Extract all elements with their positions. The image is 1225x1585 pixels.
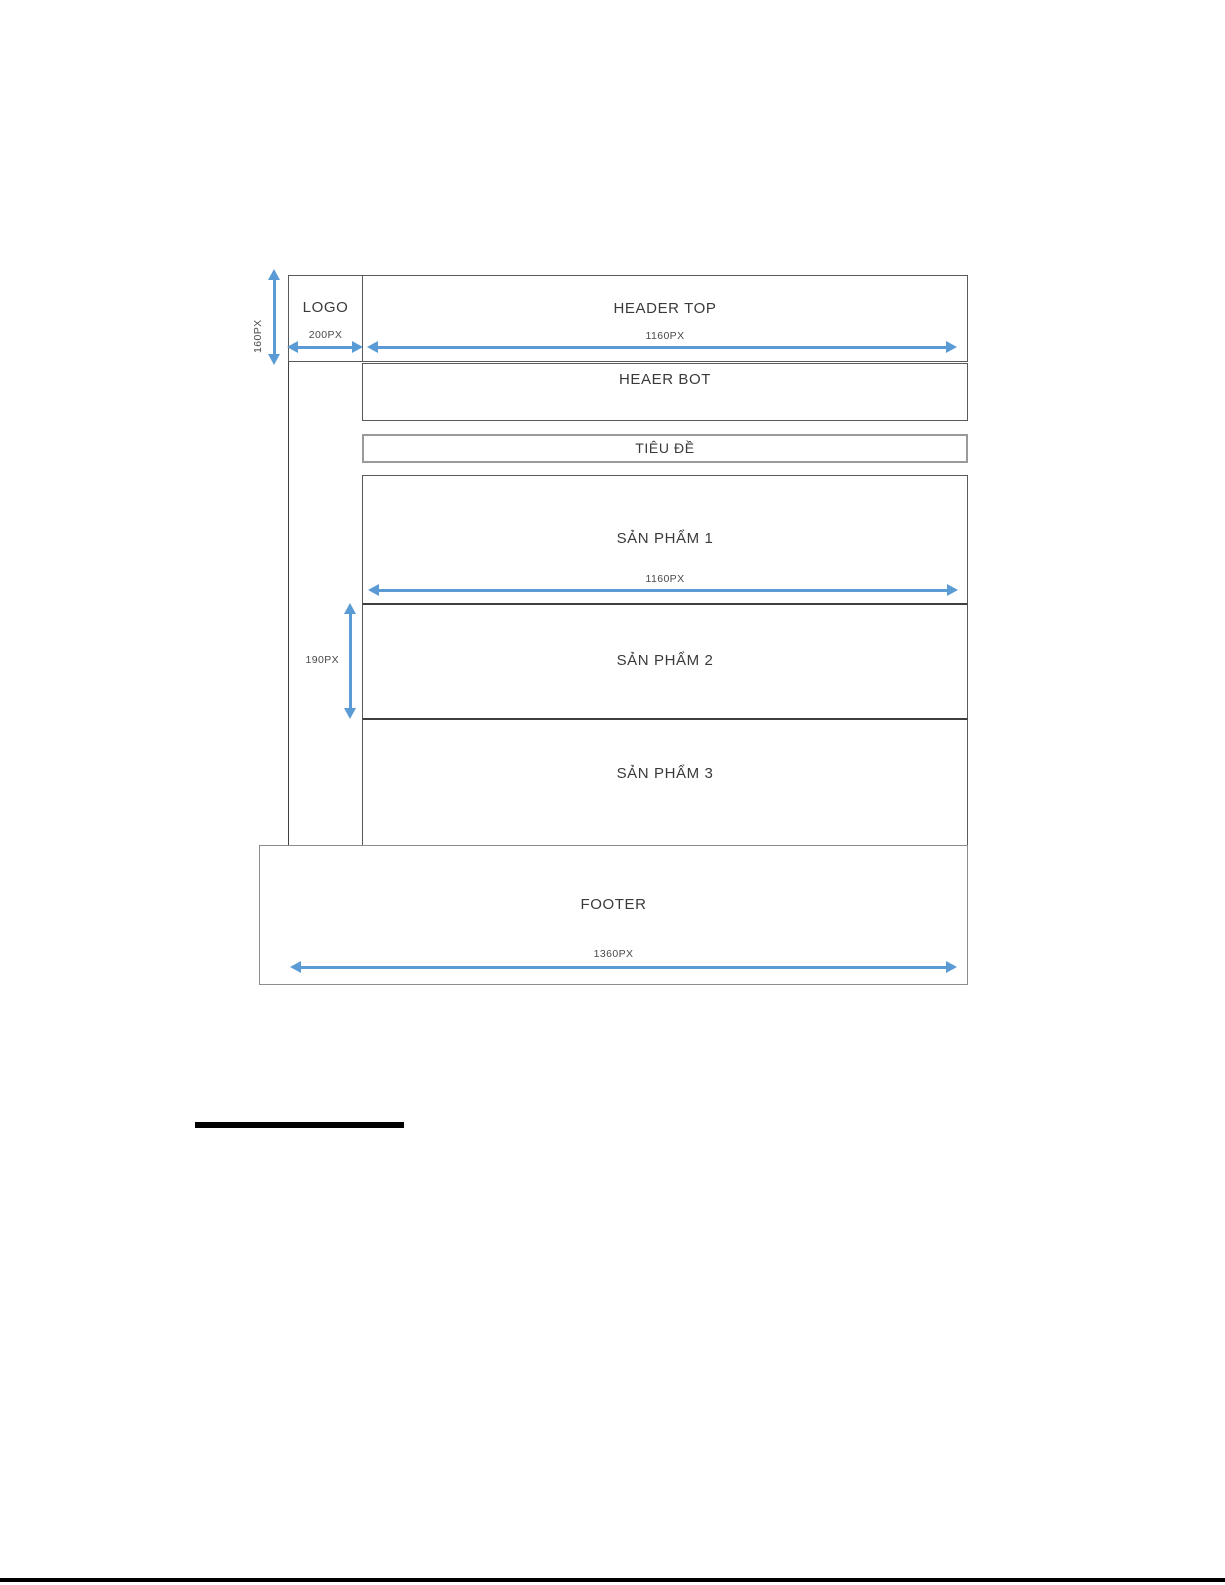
logo-label: LOGO xyxy=(302,299,349,316)
text-underline-rule xyxy=(195,1122,404,1128)
logo-height-label: 160PX xyxy=(252,319,264,353)
logo-height-arrow xyxy=(273,280,276,354)
header-top-width-label: 1160PX xyxy=(645,330,685,342)
product-width-label: 1160PX xyxy=(645,573,685,585)
footer-width-label: 1360PX xyxy=(593,948,634,960)
product3-box xyxy=(362,718,968,846)
product-width-arrow xyxy=(379,589,947,592)
header-top-label: HEADER TOP xyxy=(613,300,717,317)
page-bottom-rule xyxy=(0,1578,1225,1582)
footer-width-arrow xyxy=(301,966,946,969)
product-height-arrow xyxy=(349,614,352,708)
logo-width-arrow xyxy=(298,346,352,349)
product1-label: SẢN PHẨM 1 xyxy=(616,530,714,547)
header-bot-label: HEAER BOT xyxy=(618,371,712,388)
footer-box xyxy=(259,845,968,985)
product2-label: SẢN PHẨM 2 xyxy=(616,652,714,669)
footer-label: FOOTER xyxy=(580,896,647,913)
logo-width-label: 200PX xyxy=(308,329,343,341)
product-height-label: 190PX xyxy=(305,654,339,666)
product3-label: SẢN PHẨM 3 xyxy=(616,765,714,782)
title-label: TIÊU ĐỀ xyxy=(635,440,695,456)
header-top-width-arrow xyxy=(378,346,946,349)
